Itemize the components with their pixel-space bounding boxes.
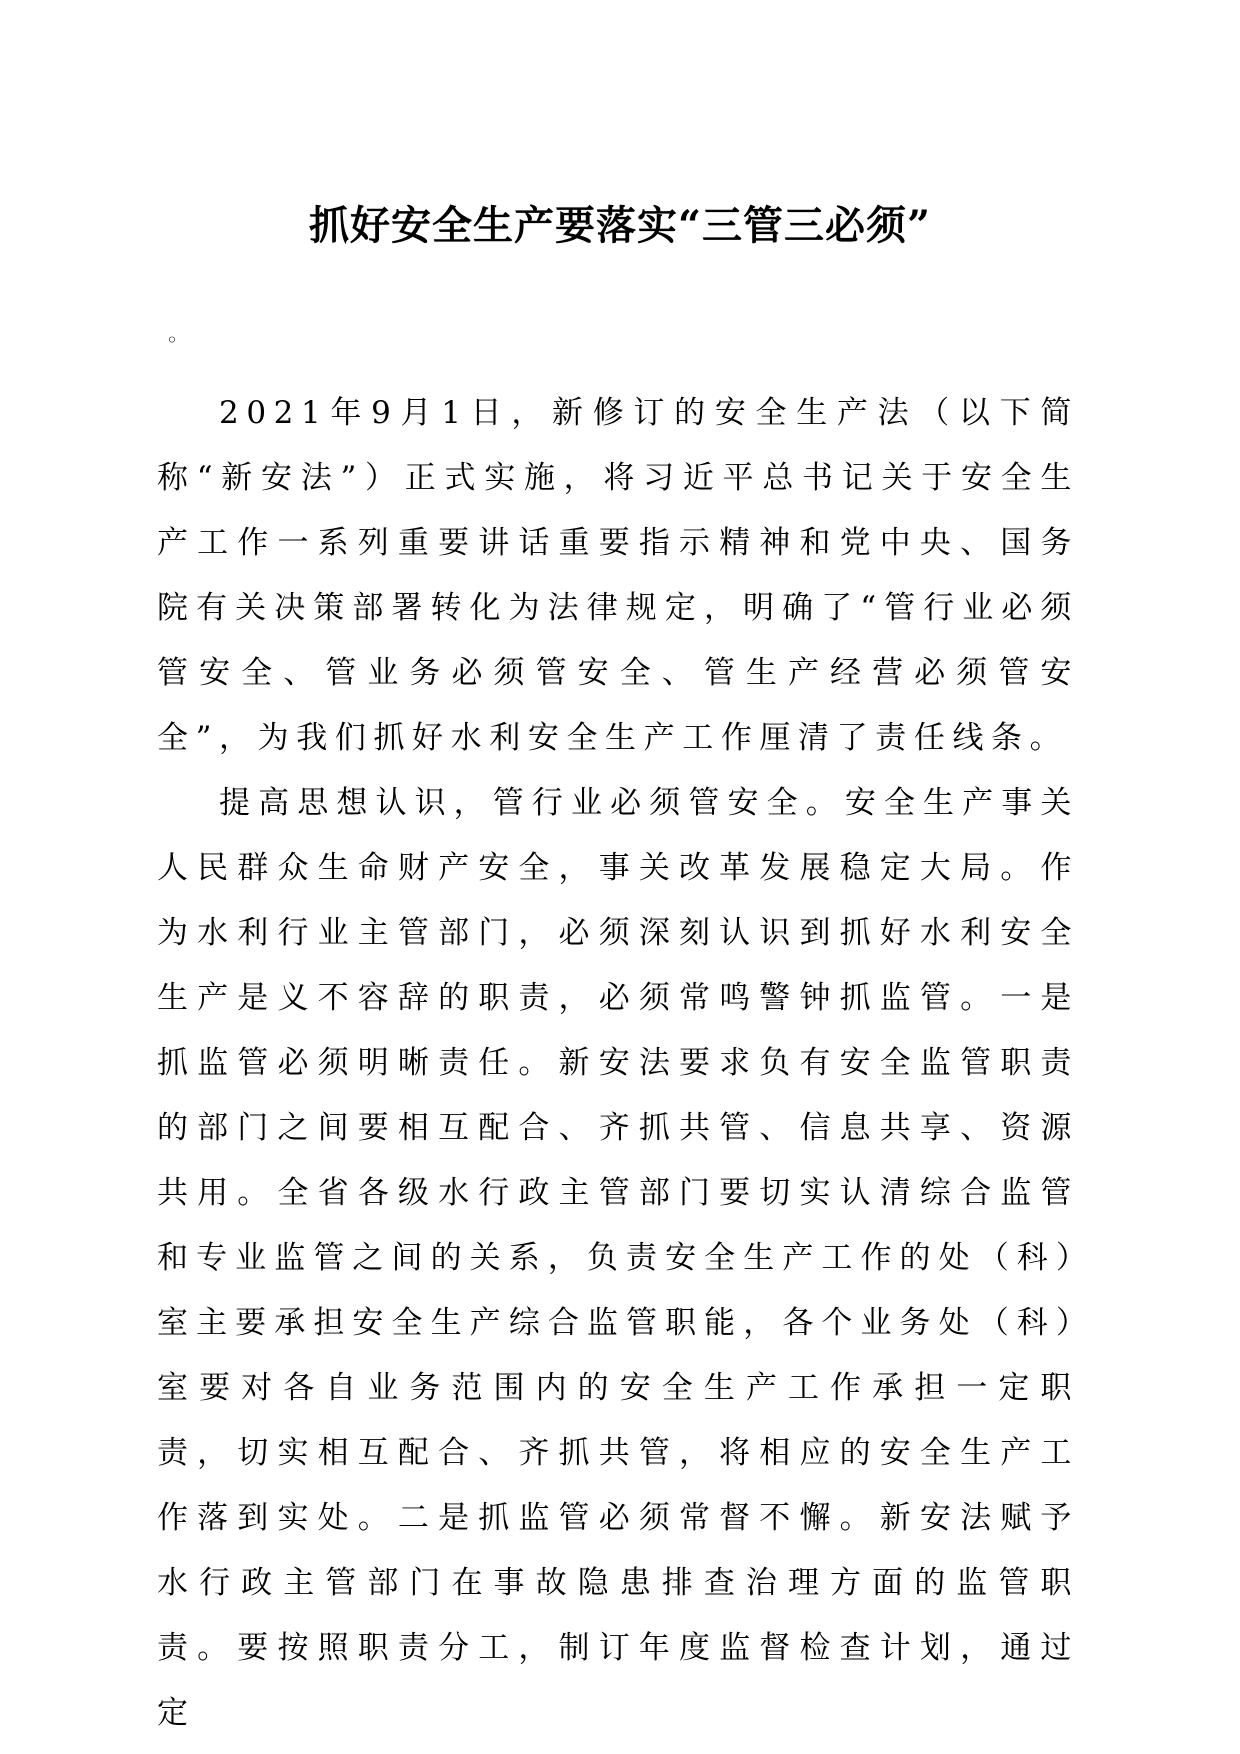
paragraph-mark-icon: ◦	[166, 328, 178, 352]
document-body	[157, 381, 1079, 1746]
paragraph-industry-safety: 提高思想认识，管行业必须管安全。安全生产事关人民群众生命财产安全，事关改革发展稳定大局。作为水利行业主管部门，必须深刻认识到抓好水利安全生产是义不容辞的职责，必须常鸣警钟抓监管。一是抓监管必须明晰责任。新安法要求负有安全监管职责的部门之间要相互配合、齐抓共管、信息共享、资源共用。全省各级水行政主管部门要切实认清综合监管和专业监管之间的关系，负责安全生产工作的处（科）室主要承担安全生产综合监管职能，各个业务处（科）室要对各自业务范围内的安全生产工作承担一定职责，切实相互配合、齐抓共管，将相应的安全生产工作落到实处。二是抓监管必须常督不懈。新安法赋予水行政主管部门在事故隐患排查治理方面的监管职责。要按照职责分工，制订年度监督检查计划，通过定	[157, 785, 1079, 1731]
paragraph-intro: 2021年9月1日，新修订的安全生产法（以下简称“新安法”）正式实施，将习近平总书记关于安全生产工作一系列重要讲话重要指示精神和党中央、国务院有关决策部署转化为法律规定，明确了“管行业必须管安全、管业务必须管安全、管生产经营必须管安全”，为我们抓好水利安全生产工作厘清了责任线条。	[157, 395, 1079, 756]
document-title: 抓好安全生产要落实“三管三必须”	[308, 202, 931, 249]
